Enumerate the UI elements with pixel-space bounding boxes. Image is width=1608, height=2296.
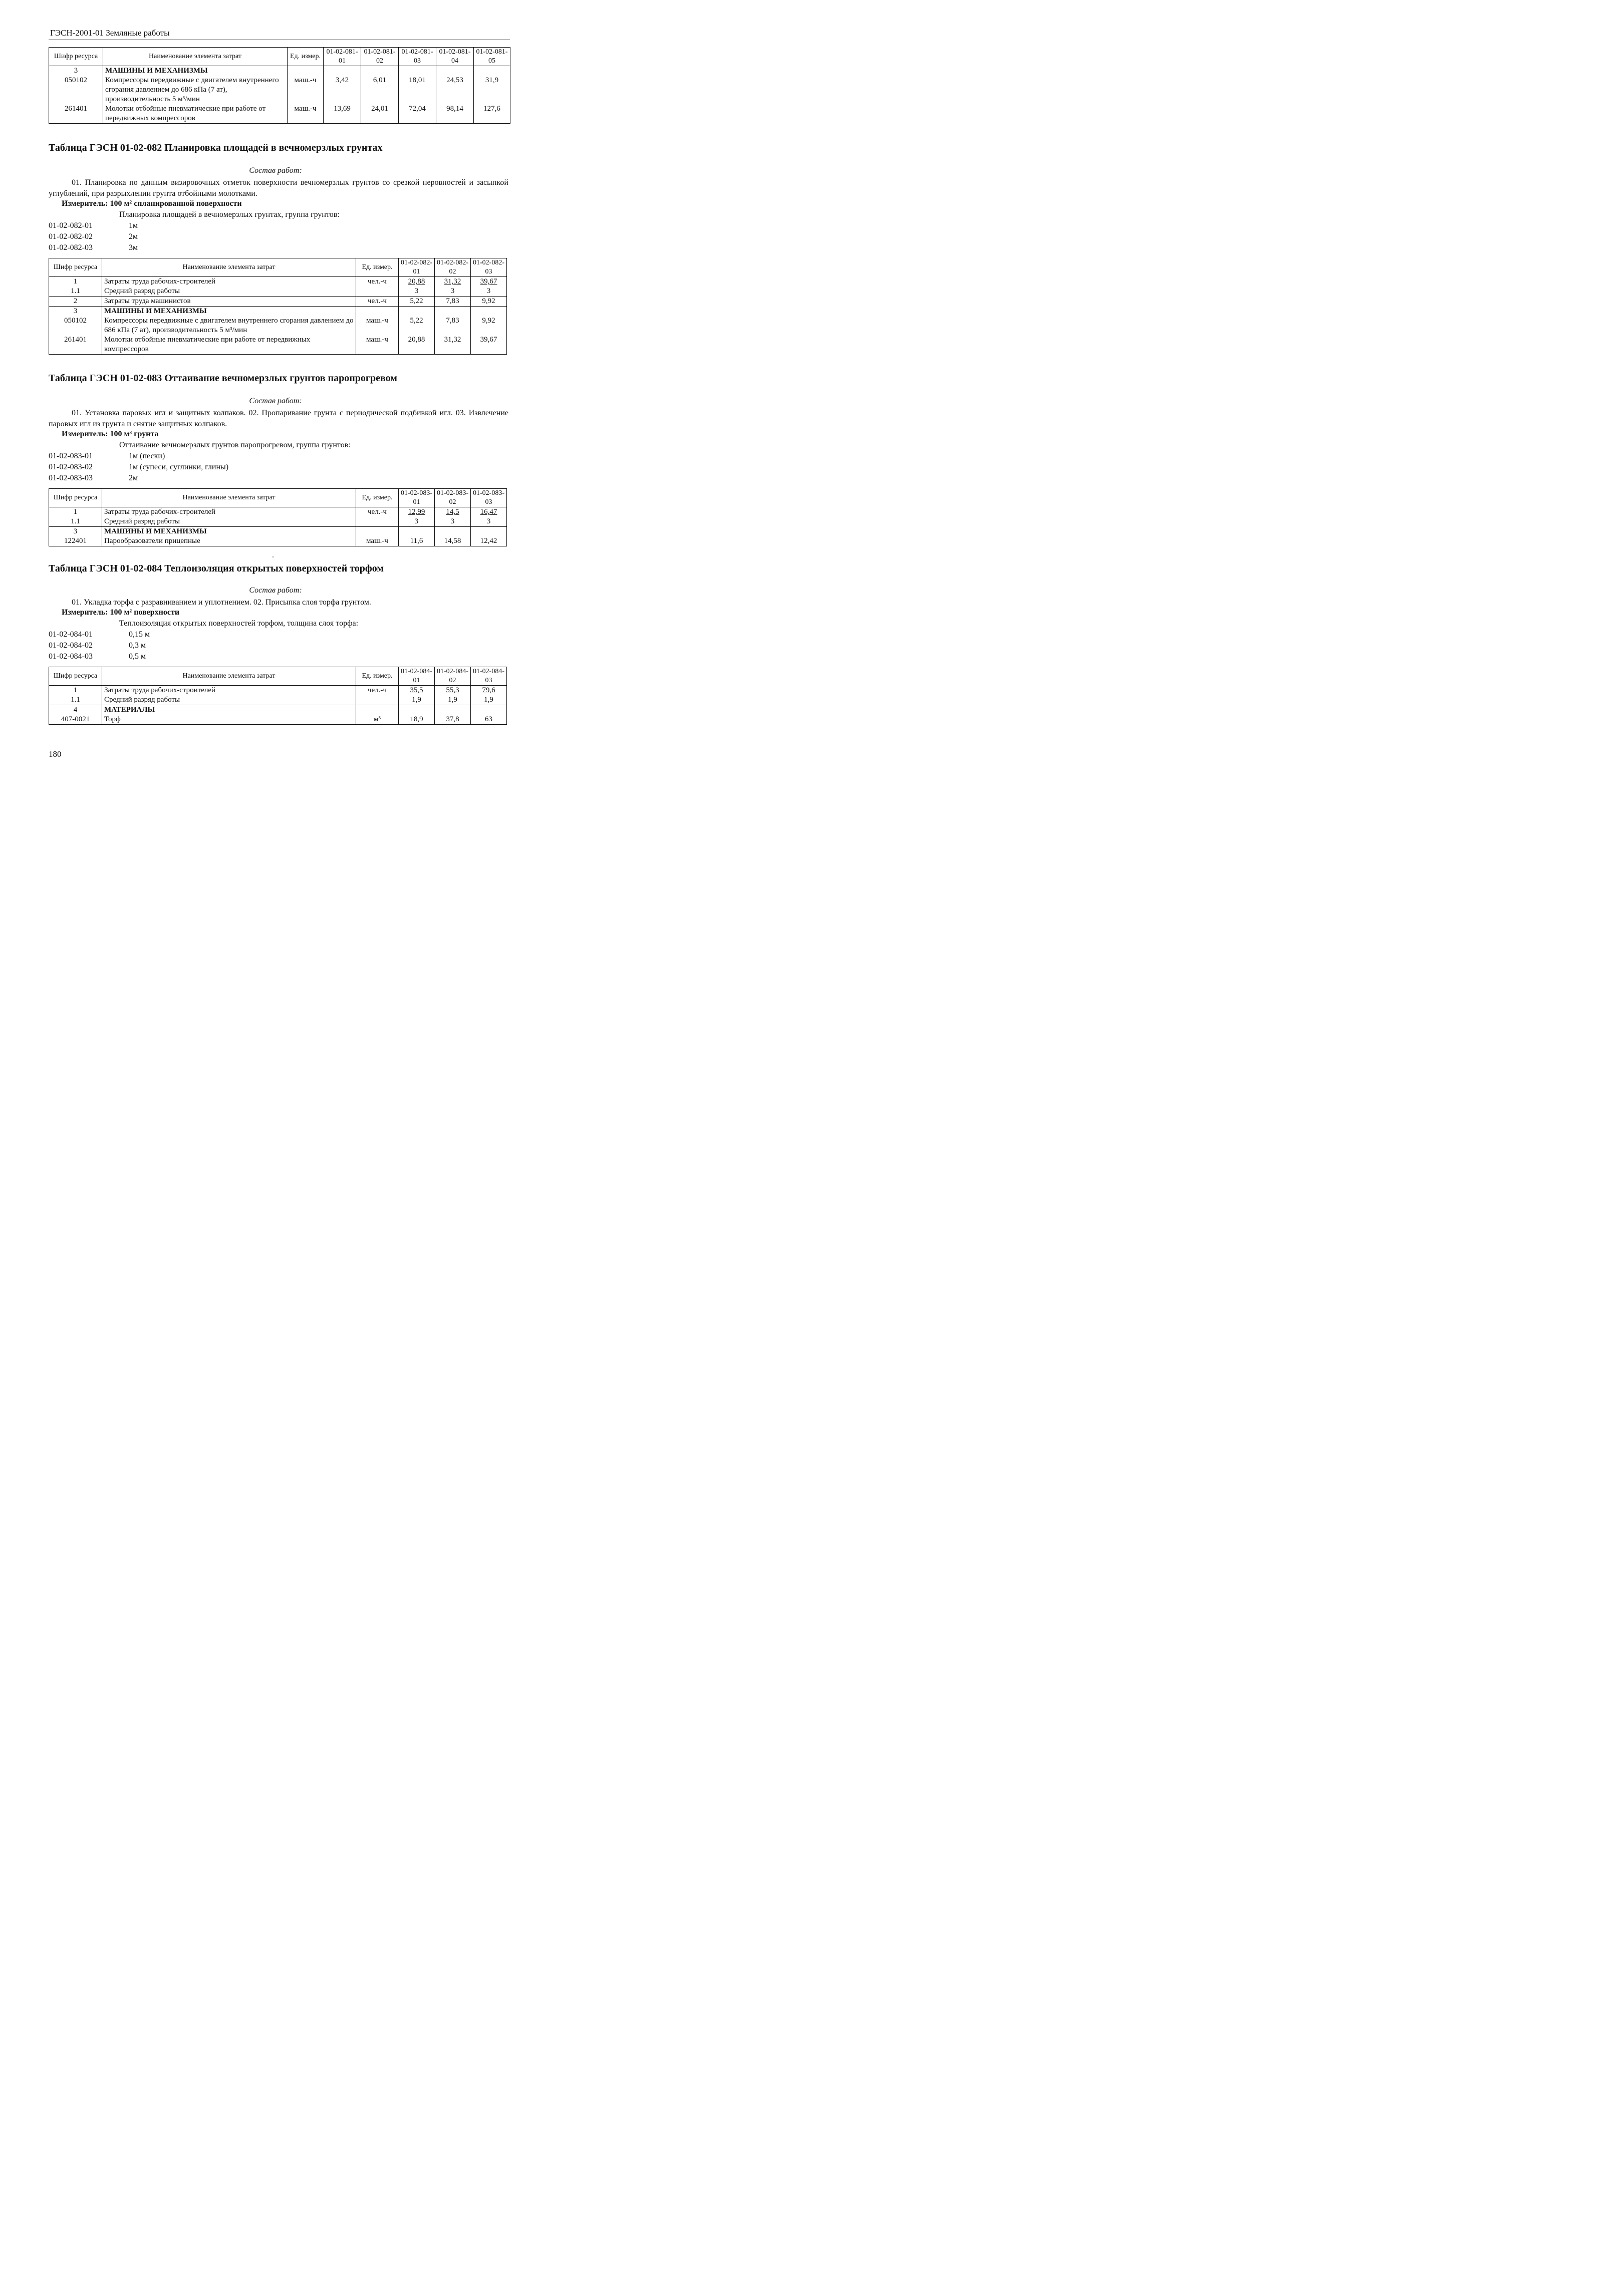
header-cell-norm: 01-02-082-02 <box>435 258 471 277</box>
value-cell: 72,04 <box>399 104 436 124</box>
page-number: 180 <box>49 749 62 759</box>
norm-code-row <box>49 641 146 650</box>
resource-name: Парообразователи прицепные <box>102 536 356 546</box>
header-cell-code: Шифр ресурса <box>49 48 103 66</box>
resource-code: 407-0021 <box>49 715 102 725</box>
unit-cell: маш.-ч <box>288 76 324 104</box>
header-cell-code: Шифр ресурса <box>49 258 102 277</box>
resource-name: МАТЕРИАЛЫ <box>102 705 356 715</box>
norm-code-row <box>49 652 146 661</box>
table-title-084: Таблица ГЭСН 01-02-084 Теплоизоляция открытых поверхностей торфом <box>49 563 384 574</box>
norm-desc: 2м <box>129 474 138 482</box>
table-title-083: Таблица ГЭСН 01-02-083 Оттаивание вечномерзлых грунтов паропрогревом <box>49 373 397 384</box>
header-cell-norm: 01-02-083-02 <box>435 489 471 507</box>
value-cell <box>361 66 399 76</box>
norm-code: 01-02-082-01 <box>49 221 93 230</box>
unit-cell: маш.-ч <box>356 335 399 355</box>
measure-unit: Измеритель: 100 м² спланированной поверхности <box>62 199 242 208</box>
value-cell: 5,22 <box>399 316 435 335</box>
norm-desc: 0,3 м <box>129 641 146 650</box>
resource-code: 1.1 <box>49 695 102 705</box>
value-cell: 14,58 <box>435 536 471 546</box>
resource-name: МАШИНЫ И МЕХАНИЗМЫ <box>102 307 356 317</box>
document-page <box>0 0 551 788</box>
value-cell <box>399 527 435 537</box>
value-cell: 12,42 <box>471 536 507 546</box>
unit-cell: маш.-ч <box>356 536 399 546</box>
norm-code: 01-02-083-03 <box>49 474 93 482</box>
resource-name: Затраты труда рабочих-строителей <box>102 277 356 287</box>
value-cell <box>436 66 474 76</box>
resource-code: 122401 <box>49 536 102 546</box>
table-081 <box>49 47 510 124</box>
norm-desc: 0,15 м <box>129 630 150 639</box>
measure-unit: Измеритель: 100 м² поверхности <box>62 608 180 617</box>
header-cell-code: Шифр ресурса <box>49 489 102 507</box>
table-row <box>49 277 507 287</box>
header-cell-norm: 01-02-081-02 <box>361 48 399 66</box>
value-cell: 37,8 <box>435 715 471 725</box>
header-cell-name: Наименование элемента затрат <box>102 258 356 277</box>
norm-code: 01-02-084-02 <box>49 641 93 650</box>
header-cell-norm: 01-02-084-02 <box>435 667 471 686</box>
header-cell-norm: 01-02-081-04 <box>436 48 474 66</box>
table-header-row <box>49 48 510 66</box>
value-cell: 6,01 <box>361 76 399 104</box>
unit-cell <box>356 286 399 297</box>
value-cell: 11,6 <box>399 536 435 546</box>
header-cell-name: Наименование элемента затрат <box>102 667 356 686</box>
resource-name: МАШИНЫ И МЕХАНИЗМЫ <box>103 66 288 76</box>
unit-cell <box>356 307 399 317</box>
norm-code: 01-02-082-02 <box>49 232 93 241</box>
work-composition-label: Состав работ: <box>249 166 302 175</box>
resource-code: 261401 <box>49 335 102 355</box>
value-cell: 1,9 <box>399 695 435 705</box>
value-cell: 1,9 <box>435 695 471 705</box>
resource-code: 1 <box>49 686 102 696</box>
value-cell: 24,53 <box>436 76 474 104</box>
resource-name: Торф <box>102 715 356 725</box>
unit-cell: м³ <box>356 715 399 725</box>
norm-desc: 0,5 м <box>129 652 146 661</box>
work-description <box>49 177 508 199</box>
value-cell: 31,32 <box>435 335 471 355</box>
value-cell: 7,83 <box>435 316 471 335</box>
value-cell: 18,01 <box>399 76 436 104</box>
table-row <box>49 536 507 546</box>
norm-code-row <box>49 452 165 461</box>
norm-code-row <box>49 232 138 241</box>
value-cell <box>399 705 435 715</box>
value-cell <box>471 705 507 715</box>
header-cell-name: Наименование элемента затрат <box>102 489 356 507</box>
value-cell: 3 <box>471 286 507 297</box>
unit-cell: чел.-ч <box>356 277 399 287</box>
value-cell: 9,92 <box>471 316 507 335</box>
norm-code-row <box>49 243 138 252</box>
scan-speck <box>273 556 274 557</box>
norm-desc: 1м (пески) <box>129 452 165 460</box>
header-cell-norm: 01-02-082-03 <box>471 258 507 277</box>
value-cell: 18,9 <box>399 715 435 725</box>
value-cell: 63 <box>471 715 507 725</box>
table-082 <box>49 258 507 355</box>
resource-name: Средний разряд работы <box>102 695 356 705</box>
table-row <box>49 286 507 297</box>
unit-cell <box>356 517 399 527</box>
norm-code-row <box>49 474 138 483</box>
value-cell: 13,69 <box>324 104 361 124</box>
unit-cell: маш.-ч <box>356 316 399 335</box>
norm-code: 01-02-083-02 <box>49 463 93 471</box>
resource-name: МАШИНЫ И МЕХАНИЗМЫ <box>102 527 356 537</box>
value-cell: 14,5 <box>435 507 471 517</box>
header-cell-norm: 01-02-084-03 <box>471 667 507 686</box>
resource-name: Компрессоры передвижные с двигателем внутреннего сгорания давлением до 686 кПа (7 ат), производительность 5 м³/мин <box>103 76 288 104</box>
value-cell: 39,67 <box>471 277 507 287</box>
table-row <box>49 517 507 527</box>
norm-code: 01-02-084-01 <box>49 630 93 639</box>
unit-cell <box>288 66 324 76</box>
header-cell-unit: Ед. измер. <box>356 489 399 507</box>
table-row <box>49 297 507 307</box>
table-row <box>49 335 507 355</box>
header-cell-name: Наименование элемента затрат <box>103 48 288 66</box>
table-row <box>49 705 507 715</box>
resource-code: 3 <box>49 527 102 537</box>
table-row <box>49 76 510 104</box>
norm-code-row <box>49 463 228 472</box>
value-cell <box>399 307 435 317</box>
header-cell-norm: 01-02-081-03 <box>399 48 436 66</box>
header-cell-norm: 01-02-083-03 <box>471 489 507 507</box>
work-composition-label: Состав работ: <box>249 586 302 595</box>
resource-name: Затраты труда рабочих-строителей <box>102 686 356 696</box>
work-description <box>49 597 508 608</box>
resource-name: Затраты труда машинистов <box>102 297 356 307</box>
value-cell: 98,14 <box>436 104 474 124</box>
resource-code: 1.1 <box>49 286 102 297</box>
value-cell <box>435 527 471 537</box>
work-description <box>49 408 508 430</box>
header-cell-unit: Ед. измер. <box>356 258 399 277</box>
unit-cell <box>356 705 399 715</box>
value-cell: 3 <box>399 517 435 527</box>
value-cell <box>324 66 361 76</box>
norm-code-row <box>49 221 138 230</box>
value-cell: 7,83 <box>435 297 471 307</box>
table-header-row <box>49 667 507 686</box>
table-row <box>49 307 507 317</box>
table-row <box>49 695 507 705</box>
table-083 <box>49 488 507 546</box>
value-cell <box>471 307 507 317</box>
value-cell <box>435 307 471 317</box>
resource-code: 050102 <box>49 76 103 104</box>
norm-code: 01-02-083-01 <box>49 452 93 460</box>
header-cell-norm: 01-02-083-01 <box>399 489 435 507</box>
header-cell-norm: 01-02-084-01 <box>399 667 435 686</box>
value-cell: 3 <box>399 286 435 297</box>
norm-desc: 3м <box>129 243 138 252</box>
resource-name: Компрессоры передвижные с двигателем внутреннего сгорания давлением до 686 кПа (7 ат), производительность 5 м³/мин <box>102 316 356 335</box>
resource-code: 1 <box>49 507 102 517</box>
value-cell: 35,5 <box>399 686 435 696</box>
value-cell <box>399 66 436 76</box>
work-description-text: 01. Укладка торфа с разравниванием и уплотнением. 02. Присыпка слоя торфа грунтом. <box>72 598 371 607</box>
table-row <box>49 316 507 335</box>
value-cell: 20,88 <box>399 277 435 287</box>
value-cell: 31,9 <box>474 76 510 104</box>
value-cell: 5,22 <box>399 297 435 307</box>
table-row <box>49 715 507 725</box>
resource-code: 1.1 <box>49 517 102 527</box>
resource-code: 261401 <box>49 104 103 124</box>
value-cell: 1,9 <box>471 695 507 705</box>
norm-desc: 2м <box>129 232 138 241</box>
header-cell-norm: 01-02-082-01 <box>399 258 435 277</box>
resource-code: 1 <box>49 277 102 287</box>
work-description-text: 01. Планировка по данным визировочных отметок поверхности вечномерзлых грунтов со срезкой неровностей и засыпкой углублений, при разрыхлении грунта отбойными молотками. <box>49 178 508 198</box>
table-row <box>49 66 510 76</box>
unit-cell: чел.-ч <box>356 297 399 307</box>
header-cell-norm: 01-02-081-05 <box>474 48 510 66</box>
code-list-intro: Теплоизоляция открытых поверхностей торфом, толщина слоя торфа: <box>119 619 359 628</box>
norm-code-row <box>49 630 150 639</box>
code-list-intro: Планировка площадей в вечномерзлых грунтах, группа грунтов: <box>119 210 340 219</box>
unit-cell <box>356 527 399 537</box>
table-row <box>49 104 510 124</box>
value-cell: 24,01 <box>361 104 399 124</box>
norm-desc: 1м (супеси, суглинки, глины) <box>129 463 229 471</box>
value-cell: 39,67 <box>471 335 507 355</box>
value-cell: 31,32 <box>435 277 471 287</box>
value-cell: 127,6 <box>474 104 510 124</box>
table-084 <box>49 667 507 725</box>
resource-code: 3 <box>49 66 103 76</box>
value-cell: 3 <box>435 286 471 297</box>
value-cell: 20,88 <box>399 335 435 355</box>
unit-cell: маш.-ч <box>288 104 324 124</box>
table-header-row <box>49 258 507 277</box>
table-header-row <box>49 489 507 507</box>
code-list-intro: Оттаивание вечномерзлых грунтов паропрогревом, группа грунтов: <box>119 441 351 449</box>
header-cell-norm: 01-02-081-01 <box>324 48 361 66</box>
value-cell: 55,3 <box>435 686 471 696</box>
value-cell: 9,92 <box>471 297 507 307</box>
resource-code: 2 <box>49 297 102 307</box>
value-cell: 3 <box>471 517 507 527</box>
table-row <box>49 527 507 537</box>
value-cell: 3,42 <box>324 76 361 104</box>
resource-code: 050102 <box>49 316 102 335</box>
work-description-text: 01. Установка паровых игл и защитных колпаков. 02. Пропаривание грунта с периодической подбивкой игл. 03. Извлечение паровых игл из грунта и снятие защитных колпаков. <box>49 409 508 428</box>
unit-cell: чел.-ч <box>356 686 399 696</box>
value-cell: 12,99 <box>399 507 435 517</box>
running-title: ГЭСН-2001-01 Земляные работы <box>50 28 170 38</box>
table-row <box>49 507 507 517</box>
resource-name: Средний разряд работы <box>102 517 356 527</box>
resource-name: Молотки отбойные пневматические при работе от передвижных компрессоров <box>103 104 288 124</box>
resource-code: 4 <box>49 705 102 715</box>
work-composition-label: Состав работ: <box>249 397 302 405</box>
resource-name: Молотки отбойные пневматические при работе от передвижных компрессоров <box>102 335 356 355</box>
header-cell-code: Шифр ресурса <box>49 667 102 686</box>
resource-code: 3 <box>49 307 102 317</box>
measure-unit: Измеритель: 100 м³ грунта <box>62 430 159 438</box>
value-cell: 3 <box>435 517 471 527</box>
table-row <box>49 686 507 696</box>
norm-code: 01-02-084-03 <box>49 652 93 661</box>
unit-cell: чел.-ч <box>356 507 399 517</box>
header-cell-unit: Ед. измер. <box>288 48 324 66</box>
value-cell <box>474 66 510 76</box>
unit-cell <box>356 695 399 705</box>
value-cell: 16,47 <box>471 507 507 517</box>
value-cell <box>471 527 507 537</box>
resource-name: Средний разряд работы <box>102 286 356 297</box>
resource-name: Затраты труда рабочих-строителей <box>102 507 356 517</box>
norm-desc: 1м <box>129 221 138 230</box>
value-cell <box>435 705 471 715</box>
value-cell: 79,6 <box>471 686 507 696</box>
norm-code: 01-02-082-03 <box>49 243 93 252</box>
header-cell-unit: Ед. измер. <box>356 667 399 686</box>
table-title-082: Таблица ГЭСН 01-02-082 Планировка площадей в вечномерзлых грунтах <box>49 142 383 153</box>
